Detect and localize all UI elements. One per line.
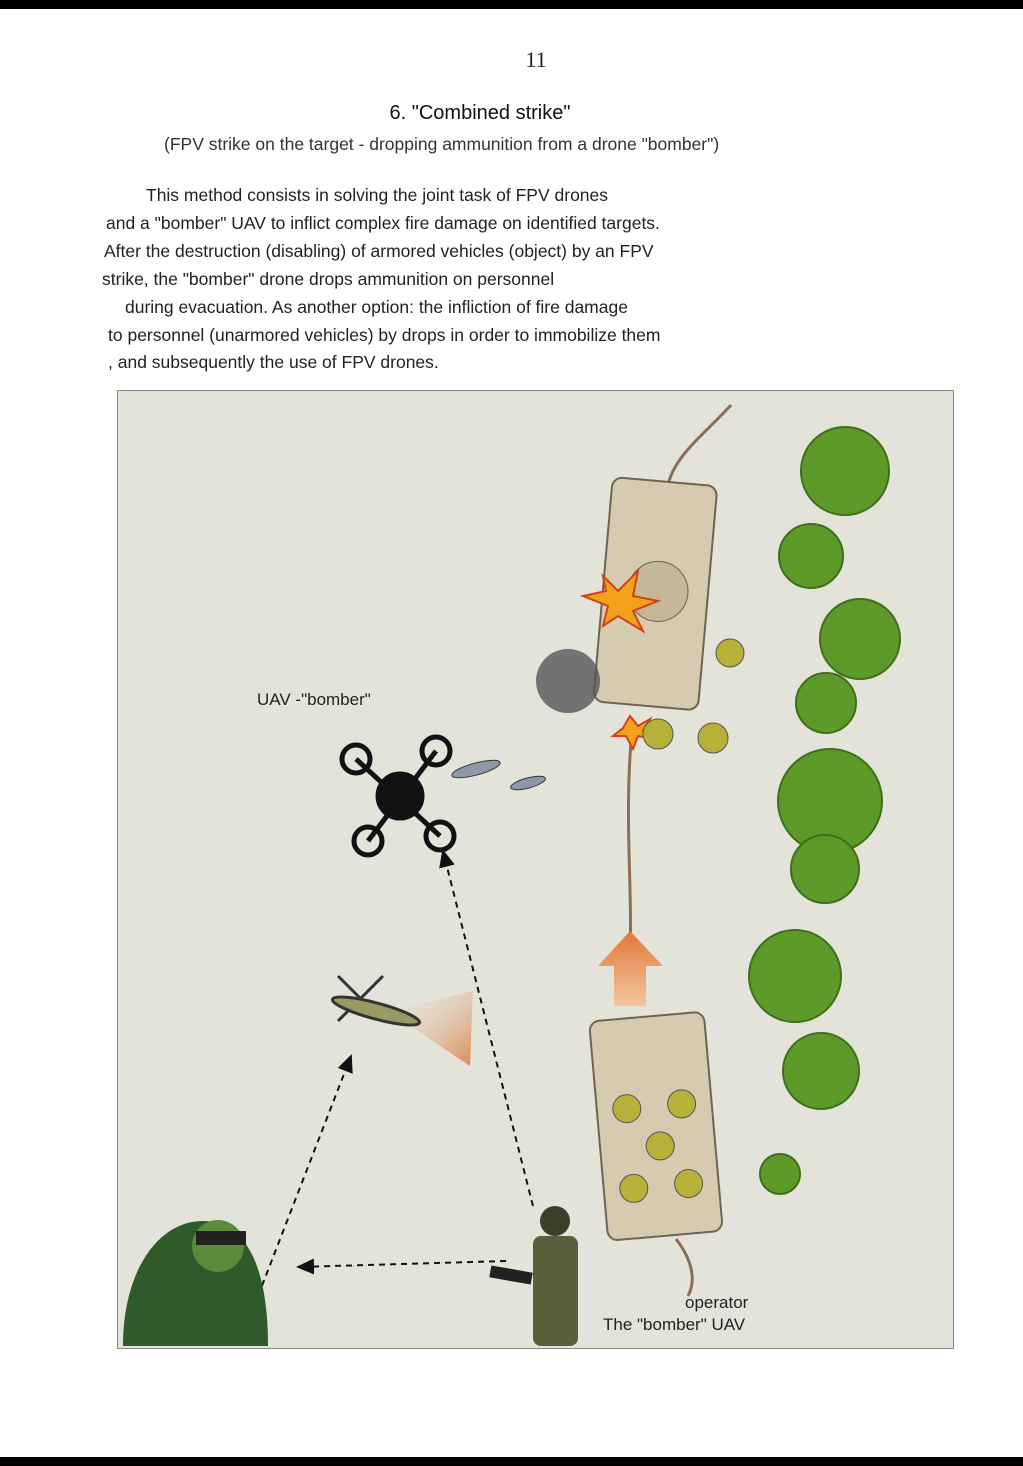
armored-vehicle-with-troops: [589, 1012, 723, 1241]
label-bomber-uav: UAV -"bomber": [257, 690, 371, 709]
label-operator: operator: [685, 1293, 749, 1312]
advance-arrow-icon: [598, 931, 663, 1006]
bomber-operator-figure: [489, 1206, 578, 1346]
paragraph-line: during evacuation. As another option: the infliction of fire damage: [125, 297, 628, 317]
vehicle-track: [676, 1239, 692, 1296]
tree-line: [749, 427, 900, 1194]
page-number: 11: [525, 47, 547, 72]
paragraph-line: to personnel (unarmored vehicles) by drops in order to immobilize them: [108, 325, 661, 345]
smoke-cloud: [536, 649, 600, 713]
section-title: 6. "Combined strike": [389, 102, 571, 124]
bottom-border: [0, 1457, 1023, 1466]
paragraph-line: , and subsequently the use of FPV drones.: [108, 352, 439, 372]
section-subtitle: (FPV strike on the target - dropping ammunition from a drone "bomber"): [164, 134, 720, 154]
paragraph-line: strike, the "bomber" drone drops ammunition on personnel: [102, 269, 555, 289]
top-border: [0, 0, 1023, 9]
fpv-strike-cone: [388, 991, 473, 1066]
bomber-drone-icon: [342, 737, 454, 855]
control-link-arrows: [258, 851, 533, 1296]
vehicle-track: [628, 721, 633, 951]
paragraph-line: This method consists in solving the joint task of FPV drones: [146, 185, 609, 205]
label-bomber-uav-operator: The "bomber" UAV: [603, 1315, 746, 1334]
tactics-illustration: [117, 390, 954, 1349]
paragraph-line: and a "bomber" UAV to inflict complex fire damage on identified targets.: [106, 213, 660, 233]
illustration-canvas: [118, 391, 953, 1348]
fpv-operator-figure: [123, 1220, 268, 1346]
dropped-munitions: [450, 757, 546, 793]
fpv-drone-icon: [330, 976, 421, 1030]
paragraph-line: After the destruction (disabling) of armored vehicles (object) by an FPV: [104, 241, 654, 261]
